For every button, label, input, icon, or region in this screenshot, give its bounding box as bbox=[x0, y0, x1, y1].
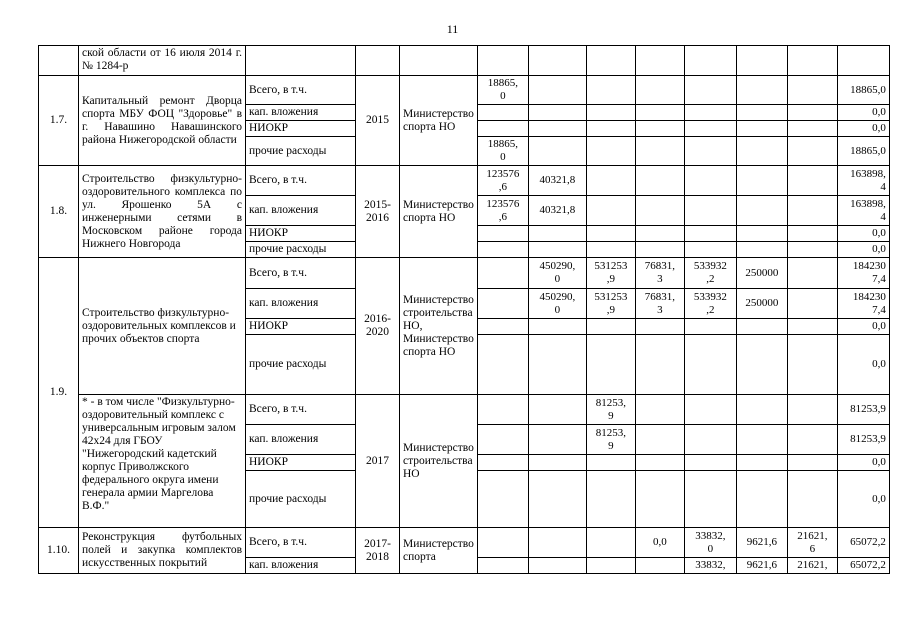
empty-cell bbox=[736, 121, 787, 137]
empty-cell bbox=[684, 226, 736, 242]
empty-cell bbox=[787, 425, 837, 455]
empty-cell bbox=[787, 319, 837, 335]
empty-cell bbox=[684, 121, 736, 137]
empty-cell bbox=[528, 46, 586, 76]
value-cell: 250000 bbox=[736, 258, 787, 289]
empty-cell bbox=[635, 166, 684, 196]
empty-cell bbox=[528, 455, 586, 471]
category-label: прочие расходы bbox=[246, 137, 356, 166]
row-description: Строительство физкультурно-оздоровительных комплексов и прочих объектов спорта bbox=[79, 258, 246, 395]
empty-cell bbox=[787, 395, 837, 425]
empty-cell bbox=[736, 166, 787, 196]
category-label: НИОКР bbox=[246, 319, 356, 335]
empty-cell bbox=[787, 242, 837, 258]
row-number: 1.7. bbox=[39, 76, 79, 166]
value-cell: 18865, 0 bbox=[477, 137, 528, 166]
category-label: НИОКР bbox=[246, 226, 356, 242]
empty-cell bbox=[477, 121, 528, 137]
empty-cell bbox=[528, 121, 586, 137]
value-cell: 76831, 3 bbox=[635, 258, 684, 289]
empty-cell bbox=[684, 319, 736, 335]
value-cell: 0,0 bbox=[635, 528, 684, 558]
value-cell: 21621, 6 bbox=[787, 528, 837, 558]
category-label: НИОКР bbox=[246, 121, 356, 137]
year-cell: 2015- 2016 bbox=[356, 166, 400, 258]
empty-cell bbox=[635, 226, 684, 242]
empty-cell bbox=[635, 471, 684, 528]
empty-cell bbox=[528, 528, 586, 558]
value-cell: 9621,6 bbox=[736, 558, 787, 574]
empty-cell bbox=[684, 166, 736, 196]
value-cell: 76831, 3 bbox=[635, 289, 684, 319]
table-row bbox=[39, 46, 890, 76]
executor-cell: Министерство спорта bbox=[400, 528, 478, 574]
empty-cell bbox=[684, 335, 736, 395]
total-cell: 65072,2 bbox=[837, 528, 889, 558]
row-description: Строительство физкультурно-оздоровительного комплекса по ул. Ярошенко 5А с инженерными сетями в Московском районе города Нижнего Новгорода bbox=[79, 166, 246, 258]
category-label: Всего, в т.ч. bbox=[246, 166, 356, 196]
category-label: прочие расходы bbox=[246, 471, 356, 528]
value-cell: 81253, 9 bbox=[586, 425, 635, 455]
program-table bbox=[38, 45, 890, 574]
empty-cell bbox=[736, 335, 787, 395]
empty-cell bbox=[787, 137, 837, 166]
category-label: Всего, в т.ч. bbox=[246, 258, 356, 289]
empty-cell bbox=[586, 226, 635, 242]
table-row bbox=[39, 166, 890, 196]
category-label: Всего, в т.ч. bbox=[246, 76, 356, 105]
empty-cell bbox=[635, 558, 684, 574]
executor-cell: Министерство спорта НО bbox=[400, 76, 478, 166]
empty-cell bbox=[684, 196, 736, 226]
empty-cell bbox=[684, 455, 736, 471]
total-cell: 0,0 bbox=[837, 335, 889, 395]
total-cell: 18865,0 bbox=[837, 137, 889, 166]
empty-cell bbox=[528, 242, 586, 258]
row-number: 1.9. bbox=[39, 258, 79, 528]
total-cell: 65072,2 bbox=[837, 558, 889, 574]
category-label: кап. вложения bbox=[246, 558, 356, 574]
row-description: * - в том числе "Физкультурно-оздоровительный комплекс с универсальным игровым залом 42х24 для ГБОУ "Нижегородский кадетский корпус Приволжского федерального округа имени генерала армии Маргелова В.Ф." bbox=[79, 395, 246, 528]
empty-cell bbox=[586, 455, 635, 471]
empty-cell bbox=[586, 471, 635, 528]
total-cell: 0,0 bbox=[837, 105, 889, 121]
table-row bbox=[39, 258, 890, 289]
empty-cell bbox=[684, 395, 736, 425]
empty-cell bbox=[684, 137, 736, 166]
value-cell: 450290, 0 bbox=[528, 258, 586, 289]
value-cell: 33832, 0 bbox=[684, 528, 736, 558]
executor-cell: Министерство строительства НО, Министерство спорта НО bbox=[400, 258, 478, 395]
empty-cell bbox=[586, 558, 635, 574]
empty-cell bbox=[477, 105, 528, 121]
empty-cell bbox=[477, 528, 528, 558]
empty-cell bbox=[477, 425, 528, 455]
empty-cell bbox=[586, 528, 635, 558]
category-label: кап. вложения bbox=[246, 105, 356, 121]
total-cell: 0,0 bbox=[837, 242, 889, 258]
row-description: Реконструкция футбольных полей и закупка комплектов искусственных покрытий bbox=[79, 528, 246, 574]
empty-cell bbox=[787, 46, 837, 76]
empty-cell bbox=[684, 425, 736, 455]
total-cell: 0,0 bbox=[837, 226, 889, 242]
row-number: 1.10. bbox=[39, 528, 79, 574]
empty-cell bbox=[736, 226, 787, 242]
empty-cell bbox=[586, 137, 635, 166]
empty-cell bbox=[635, 76, 684, 105]
empty-cell bbox=[586, 242, 635, 258]
category-label: НИОКР bbox=[246, 455, 356, 471]
value-cell: 123576 ,6 bbox=[477, 166, 528, 196]
value-cell: 40321,8 bbox=[528, 196, 586, 226]
empty-cell bbox=[635, 395, 684, 425]
empty-cell bbox=[586, 121, 635, 137]
empty-cell bbox=[635, 455, 684, 471]
category-label: Всего, в т.ч. bbox=[246, 528, 356, 558]
table-row bbox=[39, 528, 890, 558]
year-cell: 2017- 2018 bbox=[356, 528, 400, 574]
empty-cell bbox=[684, 242, 736, 258]
value-cell: 531253 ,9 bbox=[586, 258, 635, 289]
empty-cell bbox=[528, 395, 586, 425]
empty-cell bbox=[400, 46, 478, 76]
empty-cell bbox=[787, 455, 837, 471]
empty-cell bbox=[787, 289, 837, 319]
empty-cell bbox=[736, 319, 787, 335]
empty-cell bbox=[635, 46, 684, 76]
empty-cell bbox=[787, 76, 837, 105]
row-description: ской области от 16 июля 2014 г. № 1284-р bbox=[79, 46, 246, 76]
empty-cell bbox=[246, 46, 356, 76]
year-cell: 2017 bbox=[356, 395, 400, 528]
empty-cell bbox=[635, 196, 684, 226]
value-cell: 123576 ,6 bbox=[477, 196, 528, 226]
category-label: кап. вложения bbox=[246, 425, 356, 455]
total-cell: 81253,9 bbox=[837, 425, 889, 455]
value-cell: 531253 ,9 bbox=[586, 289, 635, 319]
total-cell: 0,0 bbox=[837, 455, 889, 471]
value-cell: 40321,8 bbox=[528, 166, 586, 196]
row-number: 1.8. bbox=[39, 166, 79, 258]
category-label: кап. вложения bbox=[246, 196, 356, 226]
empty-cell bbox=[477, 242, 528, 258]
executor-cell: Министерство спорта НО bbox=[400, 166, 478, 258]
empty-cell bbox=[528, 335, 586, 395]
empty-cell bbox=[736, 46, 787, 76]
empty-cell bbox=[787, 226, 837, 242]
empty-cell bbox=[528, 558, 586, 574]
empty-cell bbox=[736, 105, 787, 121]
empty-cell bbox=[787, 258, 837, 289]
empty-cell bbox=[787, 166, 837, 196]
total-cell: 18865,0 bbox=[837, 76, 889, 105]
category-label: Всего, в т.ч. bbox=[246, 395, 356, 425]
value-cell: 533932 ,2 bbox=[684, 258, 736, 289]
empty-cell bbox=[787, 335, 837, 395]
total-cell: 0,0 bbox=[837, 471, 889, 528]
value-cell: 21621, bbox=[787, 558, 837, 574]
empty-cell bbox=[528, 425, 586, 455]
empty-cell bbox=[477, 335, 528, 395]
empty-cell bbox=[586, 46, 635, 76]
empty-cell bbox=[736, 76, 787, 105]
empty-cell bbox=[837, 46, 889, 76]
total-cell: 81253,9 bbox=[837, 395, 889, 425]
category-label: прочие расходы bbox=[246, 335, 356, 395]
empty-cell bbox=[684, 471, 736, 528]
empty-cell bbox=[586, 166, 635, 196]
value-cell: 18865, 0 bbox=[477, 76, 528, 105]
empty-cell bbox=[586, 105, 635, 121]
empty-cell bbox=[787, 105, 837, 121]
value-cell: 9621,6 bbox=[736, 528, 787, 558]
empty-cell bbox=[635, 137, 684, 166]
value-cell: 81253, 9 bbox=[586, 395, 635, 425]
empty-cell bbox=[586, 196, 635, 226]
page-number: 11 bbox=[446, 22, 459, 36]
empty-cell bbox=[528, 76, 586, 105]
empty-cell bbox=[787, 121, 837, 137]
empty-cell bbox=[528, 319, 586, 335]
empty-cell bbox=[528, 471, 586, 528]
row-description: Капитальный ремонт Дворца спорта МБУ ФОЦ "Здоровье" в г. Навашино Навашинского района Нижегородской области bbox=[79, 76, 246, 166]
table-row bbox=[39, 76, 890, 105]
empty-cell bbox=[477, 319, 528, 335]
empty-cell bbox=[736, 455, 787, 471]
empty-cell bbox=[586, 335, 635, 395]
category-label: прочие расходы bbox=[246, 242, 356, 258]
empty-cell bbox=[635, 335, 684, 395]
empty-cell bbox=[736, 395, 787, 425]
empty-cell bbox=[528, 137, 586, 166]
empty-cell bbox=[477, 455, 528, 471]
year-cell: 2016- 2020 bbox=[356, 258, 400, 395]
empty-cell bbox=[477, 289, 528, 319]
total-cell: 0,0 bbox=[837, 319, 889, 335]
empty-cell bbox=[528, 226, 586, 242]
executor-cell: Министерство строительства НО bbox=[400, 395, 478, 528]
empty-cell bbox=[635, 319, 684, 335]
empty-cell bbox=[736, 242, 787, 258]
empty-cell bbox=[477, 395, 528, 425]
empty-cell bbox=[477, 471, 528, 528]
empty-cell bbox=[635, 105, 684, 121]
empty-cell bbox=[684, 76, 736, 105]
empty-cell bbox=[586, 76, 635, 105]
empty-cell bbox=[586, 319, 635, 335]
empty-cell bbox=[528, 105, 586, 121]
empty-cell bbox=[356, 46, 400, 76]
value-cell: 450290, 0 bbox=[528, 289, 586, 319]
empty-cell bbox=[736, 137, 787, 166]
empty-cell bbox=[787, 471, 837, 528]
empty-cell bbox=[39, 46, 79, 76]
value-cell: 533932 ,2 bbox=[684, 289, 736, 319]
total-cell: 163898, 4 bbox=[837, 166, 889, 196]
empty-cell bbox=[477, 46, 528, 76]
empty-cell bbox=[477, 226, 528, 242]
empty-cell bbox=[736, 196, 787, 226]
category-label: кап. вложения bbox=[246, 289, 356, 319]
empty-cell bbox=[635, 425, 684, 455]
total-cell: 184230 7,4 bbox=[837, 289, 889, 319]
empty-cell bbox=[477, 558, 528, 574]
empty-cell bbox=[787, 196, 837, 226]
empty-cell bbox=[684, 105, 736, 121]
empty-cell bbox=[736, 471, 787, 528]
empty-cell bbox=[635, 121, 684, 137]
value-cell: 250000 bbox=[736, 289, 787, 319]
empty-cell bbox=[635, 242, 684, 258]
empty-cell bbox=[736, 425, 787, 455]
year-cell: 2015 bbox=[356, 76, 400, 166]
total-cell: 163898, 4 bbox=[837, 196, 889, 226]
total-cell: 0,0 bbox=[837, 121, 889, 137]
total-cell: 184230 7,4 bbox=[837, 258, 889, 289]
empty-cell bbox=[477, 258, 528, 289]
table-row bbox=[39, 395, 890, 425]
empty-cell bbox=[684, 46, 736, 76]
value-cell: 33832, bbox=[684, 558, 736, 574]
